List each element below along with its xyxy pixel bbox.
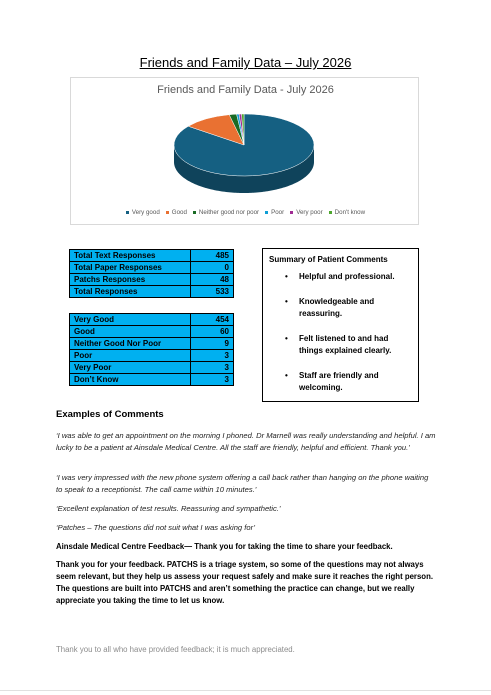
footer-thanks: Thank you to all who have provided feedback; it is much appreciated.	[56, 645, 295, 654]
responses-row	[70, 274, 234, 286]
comment-quote: ‘I was very impressed with the new phone system offering a call back rather than hanging on the phone waiting to speak to a receptionist. The call came within 10 minutes.’	[56, 473, 429, 494]
ratings-table	[69, 313, 234, 386]
row-label: Poor	[70, 350, 191, 362]
legend-swatch	[193, 211, 196, 214]
feedback-heading: Ainsdale Medical Centre Feedback— Thank you for taking the time to share your feedback.	[56, 542, 393, 551]
legend-label: Neither good nor poor	[198, 209, 260, 216]
legend-label: Don't know	[334, 209, 366, 216]
responses-row	[70, 286, 234, 298]
legend-label: Very poor	[296, 209, 323, 216]
comment-quote: ‘I was able to get an appointment on the morning I phoned. Dr Marnell was really understanding and helpful. I am lucky to be a patient at Ainsdale Medical Centre. All the staff are friendly, helpful and efficient. Thank you.’	[56, 431, 436, 452]
ratings-row	[70, 362, 234, 374]
row-value: 0	[191, 262, 234, 274]
row-label: Very Poor	[70, 362, 191, 374]
legend-item	[290, 209, 322, 216]
summary-item: • Knowledgeable and reassuring.	[263, 296, 420, 321]
legend-swatch	[329, 211, 332, 214]
feedback-body: Thank you for your feedback. PATCHS is a triage system, so some of the questions may not always seem relevant, but they help us assess your request safely and make sure it reaches the right person. The questions are built into PATCHS and aren’t something the practice can change, but we really appreciate you taking the time to let us know.	[56, 560, 433, 605]
row-value: 9	[191, 338, 234, 350]
legend-swatch	[265, 211, 268, 214]
legend-item	[126, 209, 160, 216]
chart-title: Friends and Family Data - July 2026	[157, 84, 334, 96]
comment-quote: ‘Patches – The questions did not suit what I was asking for’	[56, 523, 256, 532]
document-title: Friends and Family Data – July 2026	[139, 55, 352, 70]
legend-label: Poor	[271, 209, 285, 216]
chart-legend	[71, 209, 420, 216]
legend-swatch	[290, 211, 293, 214]
summary-item: • Felt listened to and had things explained clearly.	[263, 333, 420, 358]
row-value: 3	[191, 374, 234, 386]
row-value: 3	[191, 350, 234, 362]
legend-item	[193, 209, 259, 216]
row-value: 485	[191, 250, 234, 262]
row-label: Total Responses	[70, 286, 191, 298]
legend-item	[329, 209, 365, 216]
row-label: Total Paper Responses	[70, 262, 191, 274]
summary-item: • Staff are friendly and welcoming.	[263, 370, 420, 395]
row-label: Patchs Responses	[70, 274, 191, 286]
ratings-row	[70, 326, 234, 338]
examples-heading: Examples of Comments	[56, 409, 164, 420]
row-value: 533	[191, 286, 234, 298]
pie-chart	[70, 77, 419, 225]
legend-label: Very good	[131, 209, 160, 216]
summary-item: • Helpful and professional.	[263, 271, 420, 284]
ratings-row	[70, 350, 234, 362]
row-label: Good	[70, 326, 191, 338]
row-value: 3	[191, 362, 234, 374]
row-label: Neither Good Nor Poor	[70, 338, 191, 350]
row-value: 454	[191, 314, 234, 326]
row-label: Very Good	[70, 314, 191, 326]
row-value: 48	[191, 274, 234, 286]
row-label: Don’t Know	[70, 374, 191, 386]
summary-list	[263, 271, 420, 407]
responses-table	[69, 249, 234, 298]
legend-swatch	[126, 211, 129, 214]
legend-item	[265, 209, 284, 216]
ratings-row	[70, 314, 234, 326]
ratings-row	[70, 374, 234, 386]
legend-swatch	[166, 211, 169, 214]
legend-label: Good	[171, 209, 187, 216]
row-value: 60	[191, 326, 234, 338]
page-divider	[0, 690, 491, 691]
pie-chart-canvas	[71, 78, 420, 226]
summary-title: Summary of Patient Comments	[269, 255, 388, 264]
summary-box	[262, 248, 419, 402]
responses-row	[70, 250, 234, 262]
ratings-row	[70, 338, 234, 350]
comment-quote: ‘Excellent explanation of test results. Reassuring and sympathetic.’	[56, 504, 281, 513]
responses-row	[70, 262, 234, 274]
row-label: Total Text Responses	[70, 250, 191, 262]
legend-item	[166, 209, 187, 216]
